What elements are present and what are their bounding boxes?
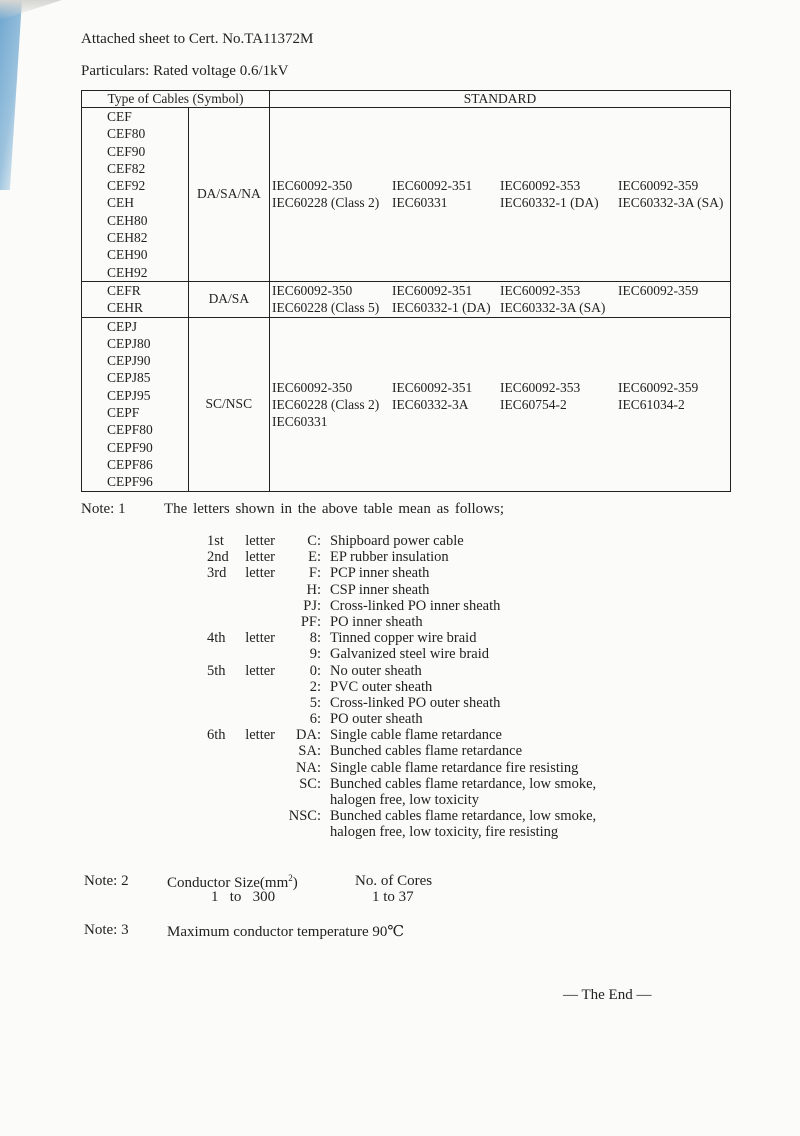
cable-symbol: CEF82 [107, 160, 146, 176]
cable-symbol: CEH90 [107, 247, 148, 263]
letter-code: 5: [309, 694, 321, 711]
letter-word [237, 711, 275, 727]
letter-ordinal [207, 679, 237, 695]
note1-label: Note: 1 [81, 501, 126, 517]
letter-ordinal [207, 760, 237, 776]
letter-code: PF: [300, 613, 321, 630]
legend-row [207, 533, 596, 549]
standard-row [270, 177, 730, 194]
standard-code: IEC61034-2 [618, 396, 685, 412]
letter-code: H: [306, 581, 321, 598]
letter-word [237, 824, 275, 840]
letter-code: E: [308, 549, 321, 566]
letter-ordinal [207, 695, 237, 711]
symbol-list [82, 108, 189, 282]
standard-list [270, 317, 731, 491]
letter-code: F: [308, 565, 321, 582]
letter-meaning: CSP inner sheath [330, 581, 430, 598]
standard-code: IEC60092-351 [392, 379, 473, 395]
standard-code: IEC60092-350 [272, 178, 353, 194]
letter-word [237, 776, 275, 792]
letter-ordinal [207, 646, 237, 662]
note2-label: Note: 2 [84, 873, 129, 889]
letter-code: SA: [298, 743, 321, 760]
standard-code: IEC60228 (Class 5) [272, 300, 380, 316]
cable-class: SC/NSC [188, 317, 269, 491]
legend-row [207, 614, 596, 630]
standard-code [618, 413, 730, 430]
letter-meaning: Single cable flame retardance [330, 727, 502, 744]
letter-word: letter [245, 565, 275, 582]
particulars-line: Particulars: Rated voltage 0.6/1kV [81, 63, 289, 79]
legend-row [207, 663, 596, 679]
cable-symbol: CEH92 [107, 264, 148, 280]
letter-ordinal [207, 824, 237, 840]
letter-word [237, 614, 275, 630]
letter-code: 9: [309, 646, 321, 663]
letter-code: 0: [309, 662, 321, 679]
table-row [82, 108, 731, 282]
standard-code: IEC60332-3A [392, 396, 469, 412]
conductor-size-text: Conductor Size(mm [167, 875, 289, 891]
standard-code: IEC60332-1 (DA) [392, 300, 491, 316]
legend-row [207, 549, 596, 565]
cable-symbol: CEPJ90 [107, 353, 151, 369]
legend-row [207, 711, 596, 727]
standard-code [500, 413, 618, 430]
letter-legend [207, 533, 596, 841]
letter-ordinal: 1st [207, 533, 224, 549]
standard-row [270, 396, 730, 413]
letter-meaning: Cross-linked PO inner sheath [330, 597, 501, 614]
letter-word: letter [245, 533, 275, 549]
legend-row [207, 565, 596, 581]
letter-code: 8: [309, 630, 321, 647]
attached-sheet-line: Attached sheet to Cert. No.TA11372M [81, 31, 314, 47]
legend-row [207, 582, 596, 598]
note3-label: Note: 3 [84, 922, 129, 938]
letter-meaning: halogen free, low toxicity, fire resisting [330, 824, 559, 841]
standard-row [270, 282, 730, 299]
standard-row [270, 379, 730, 396]
letter-code: 2: [309, 678, 321, 695]
cable-symbol: CEPJ95 [107, 387, 151, 403]
standard-code: IEC60331 [392, 195, 448, 211]
cable-symbol: CEF80 [107, 126, 146, 142]
letter-code: NA: [296, 759, 321, 776]
letter-ordinal [207, 743, 237, 759]
letter-ordinal [207, 582, 237, 598]
cable-symbol: CEPF [107, 405, 140, 421]
letter-code: NSC: [288, 808, 321, 825]
standard-code: IEC60228 (Class 2) [272, 396, 380, 412]
letter-meaning: Shipboard power cable [330, 533, 464, 549]
table-row [82, 281, 731, 317]
legend-row [207, 646, 596, 662]
symbol-list [82, 281, 189, 317]
legend-row [207, 630, 596, 646]
type-of-cables-header: Type of Cables (Symbol) [82, 91, 270, 108]
table-header-row [82, 91, 731, 108]
standard-list [270, 108, 731, 282]
letter-ordinal [207, 776, 237, 792]
conductor-size-superscript: 2 [288, 873, 293, 883]
legend-row [207, 760, 596, 776]
letter-ordinal: 5th [207, 662, 226, 679]
number-of-cores-range: 1 to 37 [372, 889, 414, 905]
standard-row [270, 194, 730, 211]
cable-symbol: CEHR [107, 300, 144, 316]
letter-meaning: No outer sheath [330, 662, 422, 679]
letter-word [237, 760, 275, 776]
standard-row [270, 413, 730, 430]
standard-code: IEC60092-351 [392, 178, 473, 194]
letter-word [237, 743, 275, 759]
conductor-size-close: ) [292, 875, 298, 891]
letter-code: C: [307, 533, 321, 549]
cable-symbol: CEH82 [107, 230, 148, 246]
standard-code: IEC60092-350 [272, 379, 353, 395]
letter-meaning: Tinned copper wire braid [330, 630, 477, 647]
letter-meaning: Bunched cables flame retardance, low smoke, [330, 775, 597, 792]
cable-symbol: CEPJ80 [107, 335, 151, 351]
legend-row [207, 679, 596, 695]
letter-ordinal: 3rd [207, 565, 227, 582]
standard-code: IEC60228 (Class 2) [272, 195, 380, 211]
number-of-cores-label: No. of Cores [355, 873, 433, 889]
letter-code: 6: [309, 711, 321, 728]
standard-code [392, 413, 500, 430]
letter-word [237, 695, 275, 711]
letter-word [237, 646, 275, 662]
letter-ordinal: 2nd [207, 549, 229, 566]
legend-row [207, 792, 596, 808]
legend-row [207, 598, 596, 614]
letter-meaning: PCP inner sheath [330, 565, 430, 582]
letter-meaning: Bunched cables flame retardance [330, 743, 523, 760]
standard-code: IEC60332-3A (SA) [500, 300, 606, 316]
letter-code [275, 824, 321, 840]
legend-row [207, 695, 596, 711]
cable-symbol: CEF [107, 109, 132, 124]
cable-symbol: CEH80 [107, 212, 148, 228]
conductor-size-range: 1 to 300 [211, 889, 276, 905]
the-end-footer: — The End — [563, 987, 652, 1003]
scan-corner-shadow [0, 0, 62, 20]
cable-symbol: CEPF96 [107, 474, 153, 490]
legend-row [207, 743, 596, 759]
standard-code [618, 299, 730, 316]
letter-ordinal [207, 614, 237, 630]
letter-word: letter [245, 662, 275, 679]
letter-meaning: PO inner sheath [330, 613, 423, 630]
letter-code: SC: [299, 775, 321, 792]
note3-text: Maximum conductor temperature 90℃ [167, 924, 405, 940]
standard-code: IEC60092-359 [618, 379, 699, 395]
standard-code: IEC60092-359 [618, 283, 699, 299]
standard-code: IEC60754-2 [500, 396, 567, 412]
letter-ordinal [207, 792, 237, 808]
standard-list [270, 281, 731, 317]
letter-word [237, 808, 275, 824]
letter-word [237, 582, 275, 598]
letter-meaning: EP rubber insulation [330, 549, 449, 566]
letter-word: letter [245, 549, 275, 566]
cable-symbol: CEPF80 [107, 422, 153, 438]
letter-word [237, 598, 275, 614]
letter-ordinal [207, 808, 237, 824]
letter-word: letter [245, 727, 275, 744]
letter-word: letter [245, 630, 275, 647]
standard-header: STANDARD [270, 91, 731, 108]
cable-symbol: CEPJ85 [107, 370, 151, 386]
letter-code: PJ: [303, 597, 321, 614]
scan-edge-mark [0, 0, 22, 190]
letter-meaning: Cross-linked PO outer sheath [330, 694, 501, 711]
letter-ordinal [207, 598, 237, 614]
cable-class: DA/SA/NA [188, 108, 269, 282]
standard-code: IEC60092-353 [500, 283, 581, 299]
letter-meaning: Single cable flame retardance fire resisting [330, 759, 579, 776]
cable-symbol: CEH [107, 195, 134, 211]
letter-ordinal: 6th [207, 727, 226, 744]
legend-row [207, 727, 596, 743]
symbol-list [82, 317, 189, 491]
legend-row [207, 824, 596, 840]
cable-class: DA/SA [188, 281, 269, 317]
standard-code: IEC60092-351 [392, 283, 473, 299]
cable-symbol: CEFR [107, 282, 141, 298]
letter-word [237, 679, 275, 695]
letter-meaning: PVC outer sheath [330, 678, 433, 695]
letter-ordinal [207, 711, 237, 727]
standard-code: IEC60331 [272, 413, 328, 429]
standard-code: IEC60092-350 [272, 283, 353, 299]
cable-symbol: CEF92 [107, 178, 146, 194]
cable-symbol: CEPF86 [107, 456, 153, 472]
letter-meaning: PO outer sheath [330, 711, 423, 728]
letter-word [237, 792, 275, 808]
legend-row [207, 808, 596, 824]
standard-code: IEC60332-1 (DA) [500, 195, 599, 211]
cable-standards-table [81, 90, 731, 492]
letter-code [275, 792, 321, 808]
standard-row [270, 299, 730, 316]
standard-code: IEC60092-359 [618, 178, 699, 194]
letter-ordinal: 4th [207, 630, 226, 647]
legend-row [207, 776, 596, 792]
cable-symbol: CEPJ [107, 318, 138, 334]
standard-code: IEC60092-353 [500, 178, 581, 194]
standard-code: IEC60092-353 [500, 379, 581, 395]
cable-symbol: CEF90 [107, 143, 146, 159]
letter-code: DA: [296, 727, 321, 744]
standard-code: IEC60332-3A (SA) [618, 195, 724, 211]
letter-meaning: Bunched cables flame retardance, low smoke, [330, 808, 597, 825]
note1-text: The letters shown in the above table mean as follows; [164, 501, 504, 517]
letter-meaning: halogen free, low toxicity [330, 792, 479, 808]
table-row [82, 317, 731, 491]
cable-symbol: CEPF90 [107, 439, 153, 455]
letter-meaning: Galvanized steel wire braid [330, 646, 490, 663]
